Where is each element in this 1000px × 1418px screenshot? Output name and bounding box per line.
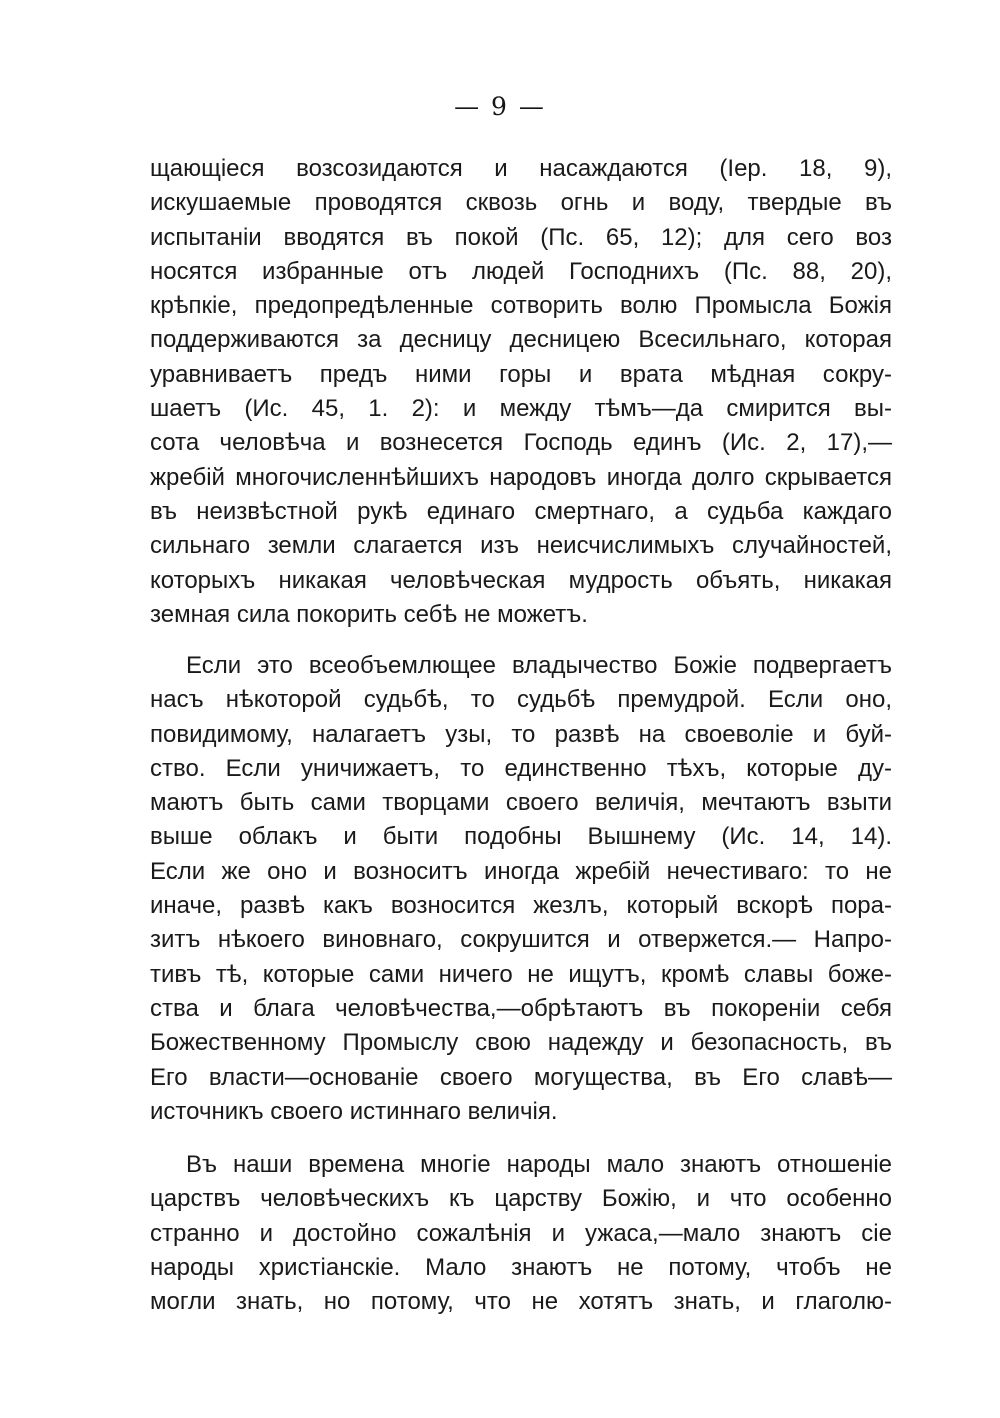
- text-line: земная сила покорить себѣ не можетъ.: [150, 600, 588, 628]
- text-line: испытаніи вводятся въ покой (Пс. 65, 12); для сего воз: [150, 223, 892, 251]
- text-line: ство. Если уничижаетъ, то единственно тѣхъ, которые ду-: [150, 754, 892, 782]
- text-line: насъ нѣкоторой судьбѣ, то судьбѣ премудрой. Если оно,: [150, 686, 892, 714]
- text-line: выше облакъ и быти подобны Вышнему (Ис. 14, 14).: [150, 823, 892, 851]
- text-line: царствъ человѣческихъ къ царству Божію, и что особенно: [150, 1185, 892, 1213]
- text-line: Если же оно и возноситъ иногда жребій нечестиваго: то не: [150, 857, 892, 885]
- text-line: иначе, развѣ какъ возносится жезлъ, который вскорѣ пора-: [150, 892, 892, 920]
- text-line: Божественному Промыслу свою надежду и безопасность, въ: [150, 1029, 892, 1057]
- text-line: сота человѣча и вознесется Господь единъ (Ис. 2, 17),—: [150, 429, 892, 457]
- text-line: повидимому, налагаетъ узы, то развѣ на своеволіе и буй-: [150, 720, 892, 748]
- text-line: уравниваетъ предъ ними горы и врата мѣдная сокру-: [150, 360, 892, 388]
- text-line: сильнаго земли слагается изъ неисчислимыхъ случайностей,: [150, 532, 892, 560]
- text-line: тивъ тѣ, которые сами ничего не ищутъ, кромѣ славы боже-: [150, 960, 892, 988]
- text-line: шаетъ (Ис. 45, 1. 2): и между тѣмъ—да смирится вы-: [150, 395, 892, 423]
- text-line: щающіеся возсозидаются и насаждаются (Іер. 18, 9),: [150, 155, 892, 182]
- page-number: — 9 —: [454, 92, 546, 121]
- text-line: крѣпкіе, предопредѣленные сотворить волю Промысла Божія: [150, 292, 892, 320]
- text-line: Въ наши времена многіе народы мало знаютъ отношеніе: [186, 1151, 892, 1178]
- text-line: зитъ нѣкоего виновнаго, сокрушится и отвержется.— Напро-: [150, 926, 892, 954]
- text-line: источникъ своего истиннаго величія.: [150, 1097, 558, 1125]
- text-line: жребій многочисленнѣйшихъ народовъ иногда долго скрывается: [150, 463, 892, 491]
- text-line: народы христіанскіе. Мало знаютъ не потому, чтобъ не: [150, 1253, 892, 1281]
- text-line: ства и блага человѣчества,—обрѣтаютъ въ покореніи себя: [150, 994, 892, 1022]
- text-line: которыхъ никакая человѣческая мудрость объять, никакая: [150, 566, 892, 594]
- text-line: въ неизвѣстной рукѣ единаго смертнаго, а судьба каждаго: [150, 497, 892, 525]
- paragraph-3: [150, 1148, 892, 1319]
- text-line: маютъ быть сами творцами своего величія, мечтаютъ взыти: [150, 789, 892, 817]
- text-line: могли знать, но потому, что не хотятъ знать, и глаголю-: [150, 1288, 892, 1316]
- text-line: искушаемые проводятся сквозь огнь и воду, твердые въ: [150, 189, 892, 217]
- text-line: Его власти—основаніе своего могущества, въ Его славѣ—: [150, 1063, 892, 1091]
- text-line: носятся избранные отъ людей Господнихъ (Пс. 88, 20),: [150, 257, 892, 285]
- paragraph-1: [150, 152, 892, 632]
- text-line: поддерживаются за десницу десницею Всесильнаго, которая: [150, 326, 892, 354]
- paragraph-2: [150, 649, 892, 1129]
- text-line: странно и достойно сожалѣнія и ужаса,—мало знаютъ сіе: [150, 1219, 892, 1247]
- text-line: Если это всеобъемлющее владычество Божіе подвергаетъ: [186, 652, 892, 679]
